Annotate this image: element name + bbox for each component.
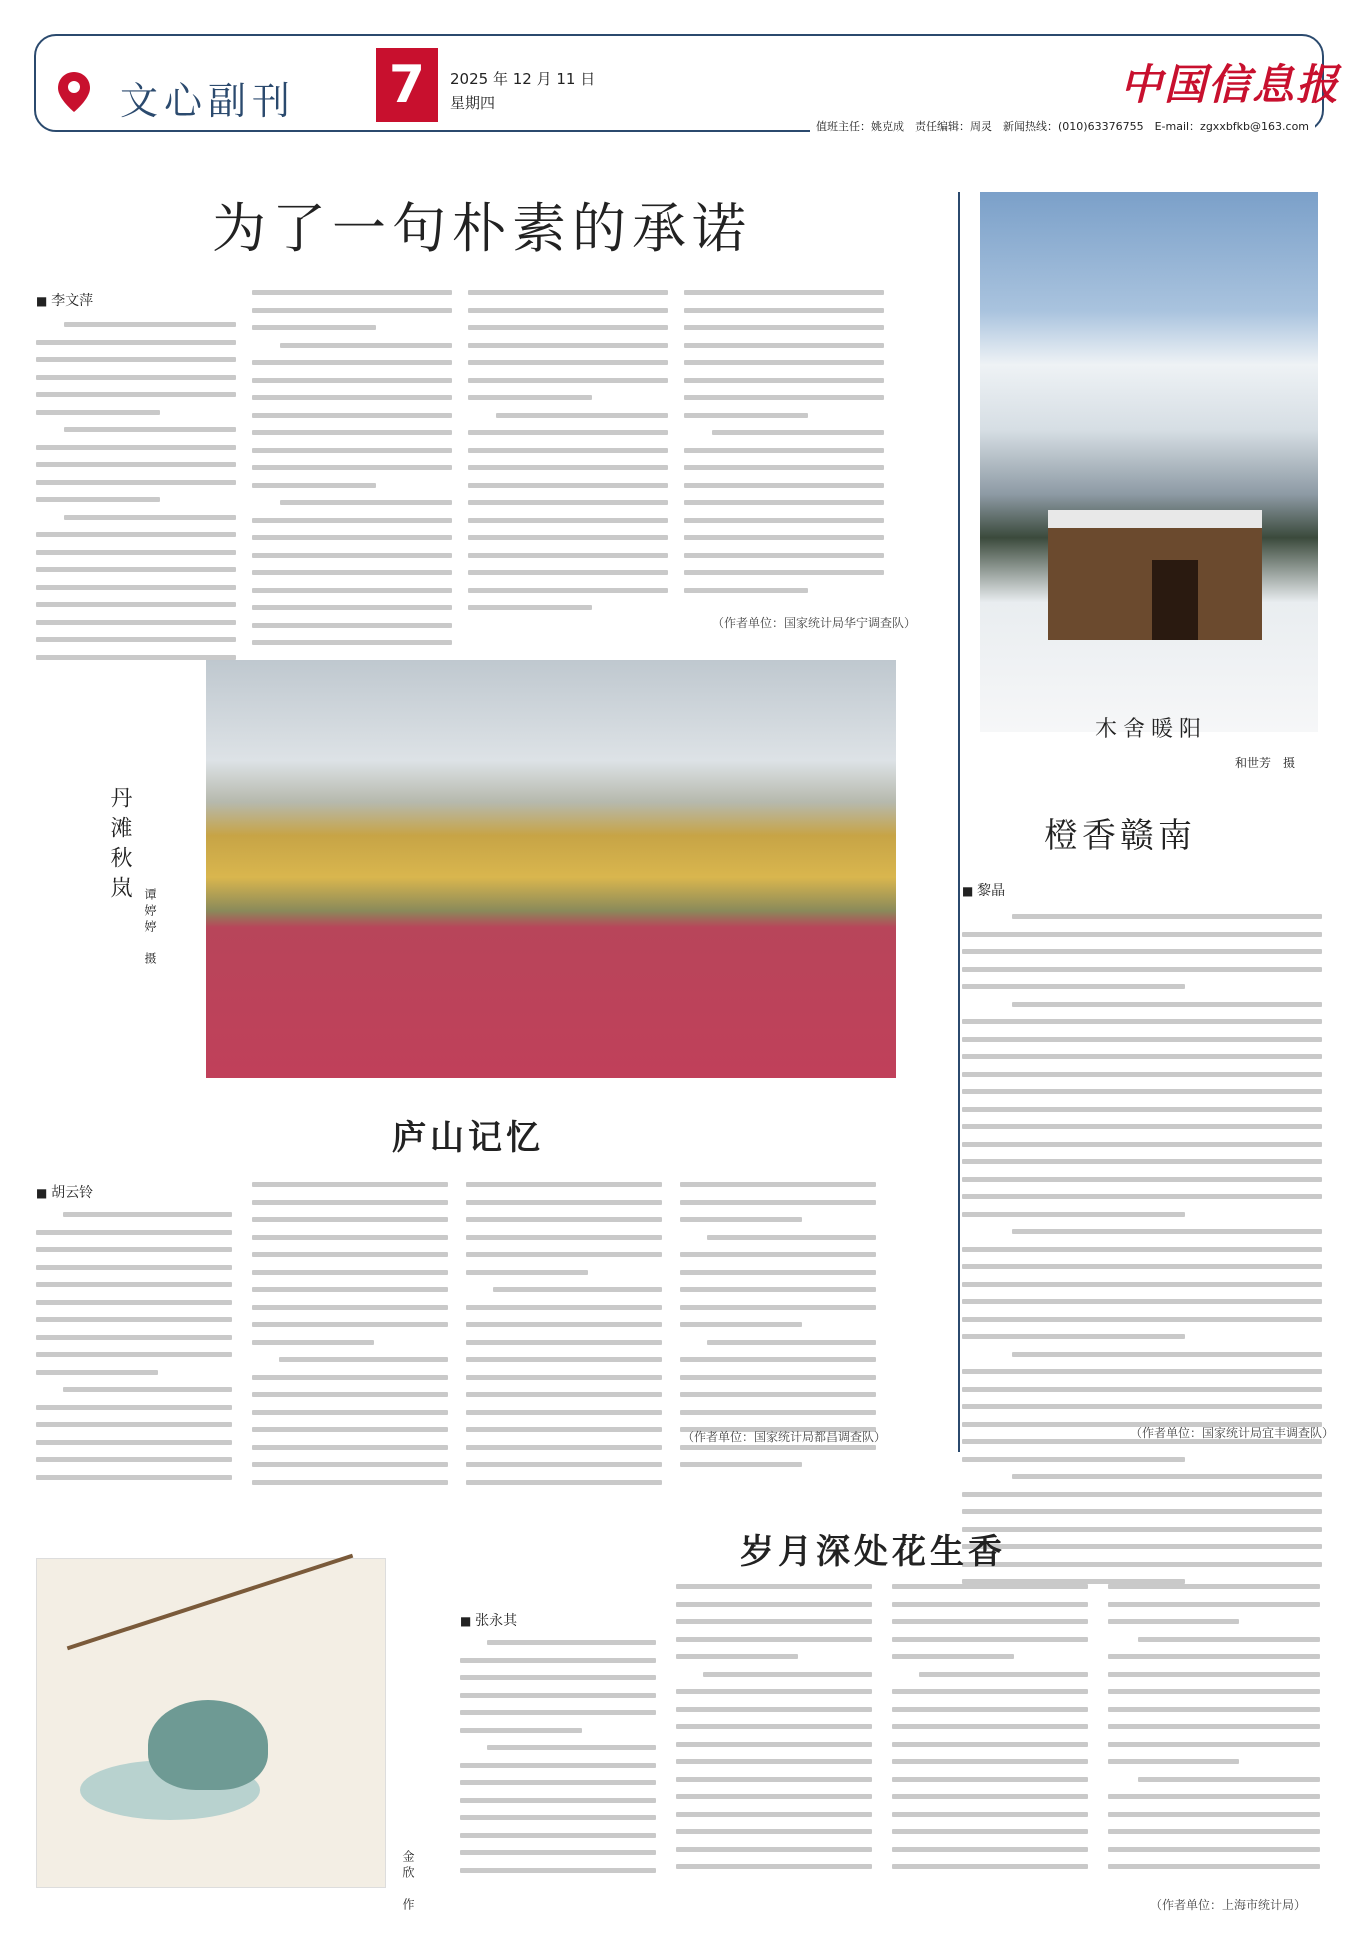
- article-2-byline: ■ 黎晶: [962, 880, 1005, 900]
- painting-credit: 金欣 作: [401, 1850, 415, 1914]
- painting-teapot-shape: [148, 1700, 268, 1790]
- article-3-body-col-3: [466, 1182, 662, 1497]
- article-4-affiliation: （作者单位：上海市统计局）: [1150, 1898, 1307, 1912]
- photo-snow-mountain-cabin: [980, 192, 1318, 732]
- article-4-byline: ■ 张永其: [460, 1610, 517, 1630]
- location-pin-icon: [58, 72, 90, 112]
- column-divider: [958, 192, 960, 1452]
- article-1-byline: ■ 李文萍: [36, 290, 93, 310]
- editor-info-line: 值班主任：姚克成 责任编辑：周灵 新闻热线：(010)63376755 E-mail：zgxxbfkb@163.com: [810, 118, 1315, 134]
- article-4-body-col-3: [892, 1584, 1088, 1882]
- page-number: 7: [376, 48, 438, 122]
- article-2-title: 橙香赣南: [1044, 816, 1196, 856]
- article-1-body-col-3: [468, 290, 668, 623]
- article-3-title: 庐山记忆: [392, 1118, 544, 1158]
- article-1-body-col-1: [36, 322, 236, 672]
- article-1-body-col-4: [684, 290, 884, 605]
- photo-autumn-poplars: [206, 660, 896, 1078]
- issue-date: 2025 年 12 月 11 日: [450, 70, 596, 88]
- photo-cabin-door: [1152, 560, 1198, 640]
- article-3-body-col-2: [252, 1182, 448, 1497]
- article-4-body-col-2: [676, 1584, 872, 1882]
- section-title: 文心副刊: [120, 79, 297, 123]
- article-3-body-col-1: [36, 1212, 232, 1492]
- photo-credit-mountain: 和世芳 摄: [1235, 756, 1296, 770]
- article-2-body: [962, 914, 1322, 1597]
- article-4-body-col-1: [460, 1640, 656, 1885]
- newspaper-masthead: 中国信息报: [1120, 60, 1341, 109]
- photo-credit-autumn: 谭婷婷 摄: [143, 888, 157, 968]
- article-4-body-col-4: [1108, 1584, 1320, 1882]
- article-1-body-col-2: [252, 290, 452, 658]
- article-2-affiliation: （作者单位：国家统计局宜丰调查队）: [1130, 1426, 1335, 1440]
- article-4-title: 岁月深处花生香: [740, 1532, 1006, 1572]
- photo-caption-autumn: 丹滩秋岚: [107, 786, 132, 906]
- article-1-affiliation: （作者单位：国家统计局华宁调查队）: [712, 616, 917, 630]
- article-3-byline: ■ 胡云铃: [36, 1182, 93, 1202]
- article-3-affiliation: （作者单位：国家统计局都昌调查队）: [682, 1430, 887, 1444]
- issue-weekday: 星期四: [450, 94, 496, 112]
- photo-caption-mountain: 木舍暖阳: [1095, 717, 1208, 742]
- article-1-title: 为了一句朴素的承诺: [212, 197, 752, 260]
